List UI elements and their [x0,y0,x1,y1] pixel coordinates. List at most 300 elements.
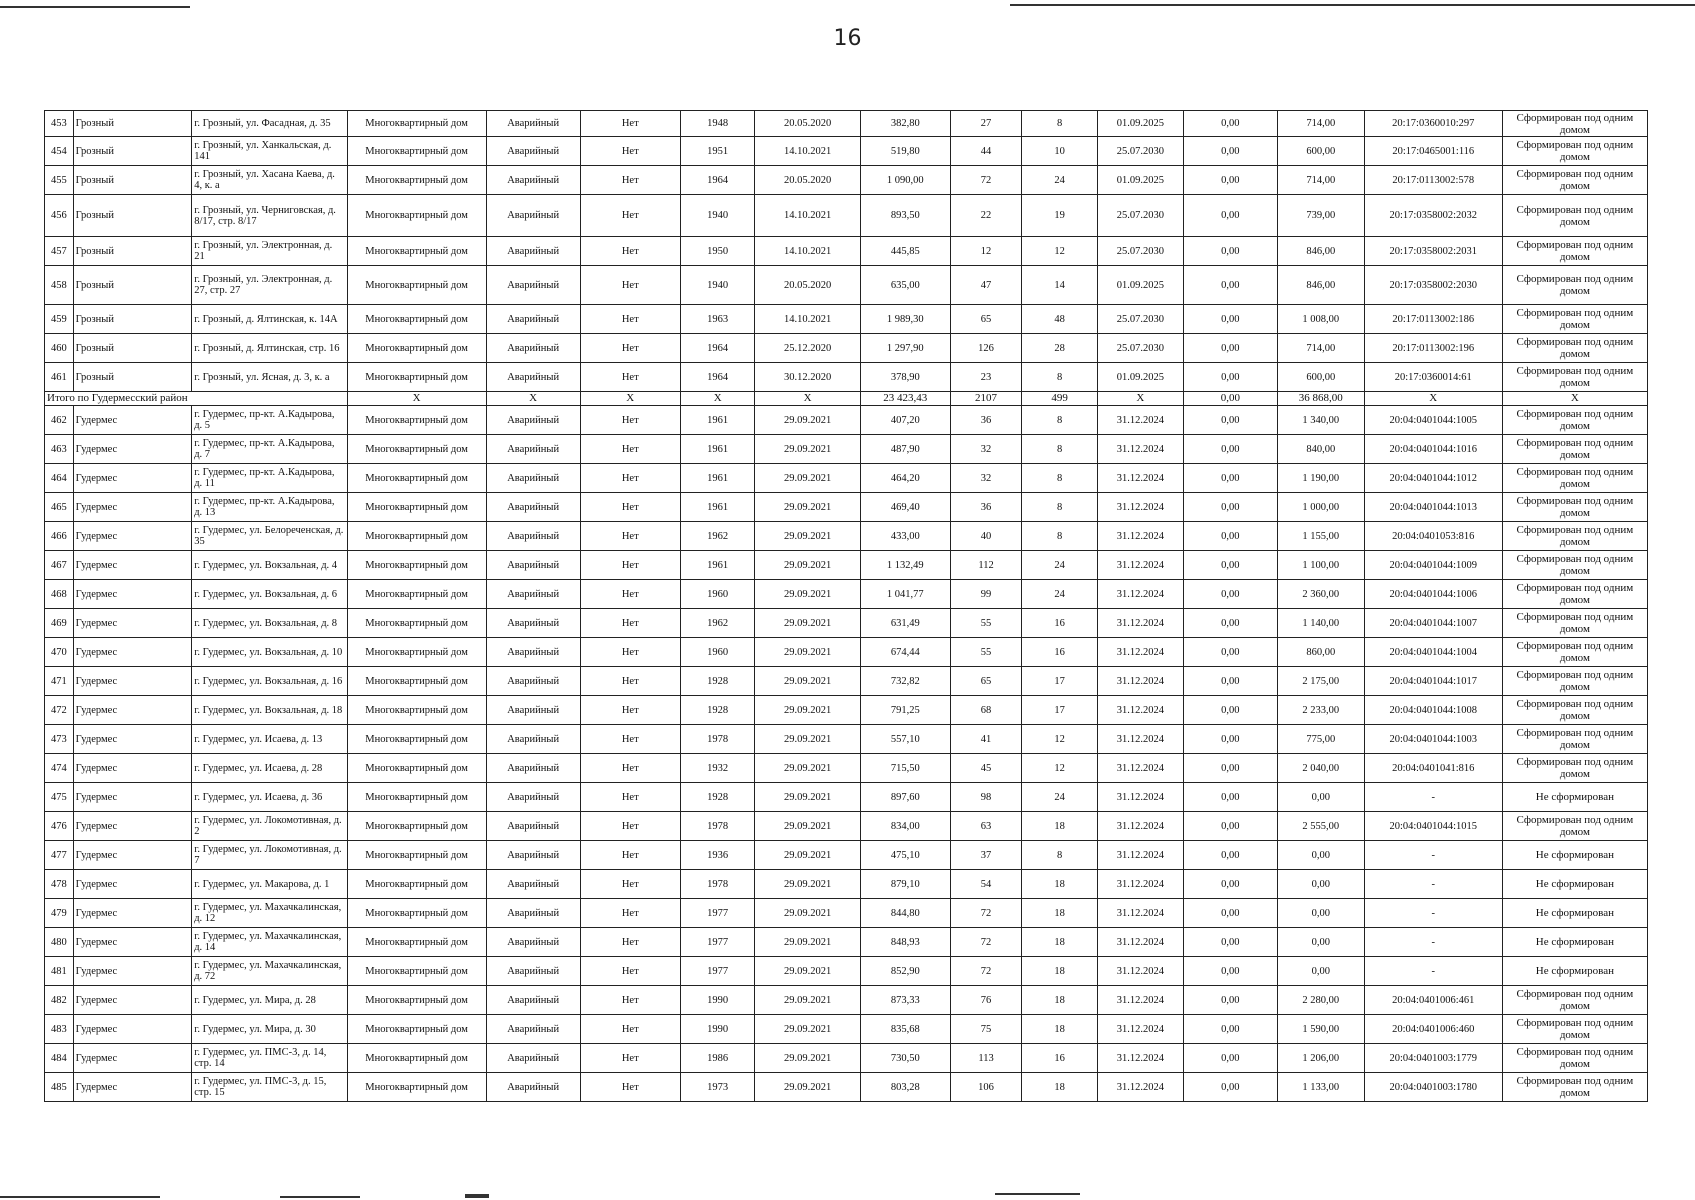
cell-type: Многоквартирный дом [347,870,486,899]
cell-area: 475,10 [860,841,950,870]
cell-units: 8 [1022,464,1098,493]
cell-flag: Нет [580,237,680,266]
cell-flag: Нет [580,435,680,464]
cell-date: 29.09.2021 [755,754,860,783]
cell-state: Сформирован под одним домом [1502,754,1647,783]
cell-people: 126 [950,334,1022,363]
cell-city: Гудермес [73,1044,192,1073]
cell-people: 112 [950,551,1022,580]
table-row [45,237,1648,266]
cell-area: 635,00 [860,266,950,305]
cell-status: Аварийный [486,166,580,195]
cell-zero: 0,00 [1183,986,1277,1015]
cell-area: 1 041,77 [860,580,950,609]
cell-status: Аварийный [486,195,580,237]
cell-zero: 0,00 [1183,754,1277,783]
cell-date: 29.09.2021 [755,957,860,986]
cell-people: 76 [950,986,1022,1015]
cell-year: 1964 [680,334,755,363]
cell-date: 29.09.2021 [755,899,860,928]
cell-num: 473 [45,725,74,754]
cell-status: Аварийный [486,783,580,812]
cell-people: 99 [950,580,1022,609]
cell-units: 8 [1022,435,1098,464]
cell-cadastral: 20:04:0401044:1017 [1364,667,1502,696]
cell-year: 1978 [680,725,755,754]
cell-year: 1990 [680,1015,755,1044]
cell-deadline: 31.12.2024 [1097,609,1183,638]
cell-area: 848,93 [860,928,950,957]
cell-flag: Нет [580,522,680,551]
cell-area: 1 132,49 [860,551,950,580]
cell-year: 1961 [680,464,755,493]
cell-year: 1973 [680,1073,755,1102]
cell-cadastral: - [1364,928,1502,957]
cell-state: Не сформирован [1502,870,1647,899]
cell-city: Гудермес [73,1015,192,1044]
cell-zero: 0,00 [1183,638,1277,667]
cell-people: 47 [950,266,1022,305]
cell-status: Аварийный [486,551,580,580]
cell-date: 14.10.2021 [755,237,860,266]
cell-cadastral: 20:17:0113002:578 [1364,166,1502,195]
cell-area: 631,49 [860,609,950,638]
table-row [45,166,1648,195]
cell-address: г. Гудермес, ул. Махачкалинская, д. 14 [192,928,347,957]
cell-year: 1963 [680,305,755,334]
cell-city: Гудермес [73,986,192,1015]
cell-num: 464 [45,464,74,493]
cell-area: 879,10 [860,870,950,899]
cell-num: 465 [45,493,74,522]
cell-flag: Нет [580,754,680,783]
cell-city: Грозный [73,166,192,195]
cell-area: 1 297,90 [860,334,950,363]
table-row [45,334,1648,363]
cell-city: Грозный [73,334,192,363]
total-date: X [755,392,860,406]
total-state: X [1502,392,1647,406]
cell-deadline: 25.07.2030 [1097,334,1183,363]
cell-units: 8 [1022,522,1098,551]
cell-state: Сформирован под одним домом [1502,1015,1647,1044]
cell-cost: 2 175,00 [1277,667,1364,696]
cell-people: 23 [950,363,1022,392]
cell-people: 55 [950,638,1022,667]
cell-deadline: 31.12.2024 [1097,522,1183,551]
cell-year: 1961 [680,551,755,580]
cell-cost: 1 000,00 [1277,493,1364,522]
cell-address: г. Гудермес, пр-кт. А.Кадырова, д. 11 [192,464,347,493]
cell-deadline: 25.07.2030 [1097,305,1183,334]
cell-flag: Нет [580,696,680,725]
cell-flag: Нет [580,1073,680,1102]
cell-deadline: 31.12.2024 [1097,725,1183,754]
cell-num: 463 [45,435,74,464]
cell-status: Аварийный [486,841,580,870]
cell-area: 803,28 [860,1073,950,1102]
cell-num: 471 [45,667,74,696]
cell-zero: 0,00 [1183,305,1277,334]
cell-type: Многоквартирный дом [347,363,486,392]
district-total-row [45,392,1648,406]
cell-type: Многоквартирный дом [347,957,486,986]
cell-deadline: 31.12.2024 [1097,551,1183,580]
table-row [45,638,1648,667]
cell-cadastral: - [1364,841,1502,870]
cell-cadastral: 20:04:0401044:1003 [1364,725,1502,754]
cell-units: 16 [1022,638,1098,667]
cell-date: 29.09.2021 [755,1073,860,1102]
cell-units: 18 [1022,899,1098,928]
cell-cadastral: 20:04:0401044:1006 [1364,580,1502,609]
cell-type: Многоквартирный дом [347,841,486,870]
table-row [45,725,1648,754]
cell-address: г. Гудермес, ул. Исаева, д. 13 [192,725,347,754]
cell-num: 460 [45,334,74,363]
cell-city: Гудермес [73,406,192,435]
cell-area: 835,68 [860,1015,950,1044]
cell-state: Не сформирован [1502,928,1647,957]
cell-status: Аварийный [486,638,580,667]
cell-area: 852,90 [860,957,950,986]
cell-area: 897,60 [860,783,950,812]
cell-date: 29.09.2021 [755,435,860,464]
cell-state: Сформирован под одним домом [1502,363,1647,392]
cell-state: Сформирован под одним домом [1502,667,1647,696]
cell-area: 730,50 [860,1044,950,1073]
cell-zero: 0,00 [1183,1044,1277,1073]
cell-state: Сформирован под одним домом [1502,580,1647,609]
total-deadline: X [1097,392,1183,406]
cell-state: Не сформирован [1502,957,1647,986]
cell-deadline: 31.12.2024 [1097,696,1183,725]
cell-status: Аварийный [486,334,580,363]
cell-deadline: 31.12.2024 [1097,435,1183,464]
cell-date: 29.09.2021 [755,986,860,1015]
cell-units: 8 [1022,111,1098,137]
cell-people: 72 [950,899,1022,928]
cell-type: Многоквартирный дом [347,435,486,464]
cell-date: 29.09.2021 [755,1015,860,1044]
cell-status: Аварийный [486,493,580,522]
cell-units: 18 [1022,928,1098,957]
top-rule-right [1010,4,1695,6]
cell-date: 29.09.2021 [755,638,860,667]
cell-num: 458 [45,266,74,305]
cell-year: 1950 [680,237,755,266]
cell-address: г. Гудермес, ул. Вокзальная, д. 8 [192,609,347,638]
cell-date: 20.05.2020 [755,166,860,195]
cell-state: Не сформирован [1502,899,1647,928]
cell-num: 472 [45,696,74,725]
cell-people: 65 [950,305,1022,334]
cell-state: Сформирован под одним домом [1502,609,1647,638]
cell-cadastral: 20:17:0113002:196 [1364,334,1502,363]
cell-status: Аварийный [486,870,580,899]
cell-deadline: 31.12.2024 [1097,870,1183,899]
table-row [45,1073,1648,1102]
cell-flag: Нет [580,667,680,696]
cell-cost: 0,00 [1277,870,1364,899]
cell-cost: 840,00 [1277,435,1364,464]
cell-type: Многоквартирный дом [347,783,486,812]
cell-address: г. Гудермес, ул. Локомотивная, д. 2 [192,812,347,841]
cell-status: Аварийный [486,266,580,305]
total-units: 499 [1022,392,1098,406]
cell-address: г. Грозный, ул. Электронная, д. 21 [192,237,347,266]
cell-status: Аварийный [486,957,580,986]
cell-type: Многоквартирный дом [347,305,486,334]
cell-cost: 600,00 [1277,137,1364,166]
cell-flag: Нет [580,899,680,928]
cell-zero: 0,00 [1183,435,1277,464]
cell-zero: 0,00 [1183,1015,1277,1044]
table-row [45,464,1648,493]
cell-city: Гудермес [73,551,192,580]
cell-num: 467 [45,551,74,580]
cell-city: Гудермес [73,928,192,957]
cell-cost: 714,00 [1277,166,1364,195]
cell-cost: 775,00 [1277,725,1364,754]
cell-zero: 0,00 [1183,551,1277,580]
table-row [45,957,1648,986]
cell-status: Аварийный [486,111,580,137]
cell-cost: 0,00 [1277,899,1364,928]
cell-year: 1960 [680,638,755,667]
cell-people: 55 [950,609,1022,638]
cell-city: Грозный [73,363,192,392]
cell-flag: Нет [580,928,680,957]
cell-city: Гудермес [73,638,192,667]
cell-num: 469 [45,609,74,638]
cell-cadastral: 20:04:0401003:1780 [1364,1073,1502,1102]
cell-year: 1928 [680,696,755,725]
cell-flag: Нет [580,195,680,237]
table-row [45,195,1648,237]
cell-area: 433,00 [860,522,950,551]
cell-units: 24 [1022,551,1098,580]
cell-year: 1964 [680,363,755,392]
cell-type: Многоквартирный дом [347,754,486,783]
cell-year: 1986 [680,1044,755,1073]
cell-flag: Нет [580,638,680,667]
table-row [45,812,1648,841]
cell-cost: 0,00 [1277,957,1364,986]
cell-zero: 0,00 [1183,841,1277,870]
cell-type: Многоквартирный дом [347,1044,486,1073]
cell-type: Многоквартирный дом [347,493,486,522]
cell-area: 464,20 [860,464,950,493]
cell-zero: 0,00 [1183,870,1277,899]
cell-year: 1932 [680,754,755,783]
cell-area: 469,40 [860,493,950,522]
cell-num: 468 [45,580,74,609]
cell-people: 22 [950,195,1022,237]
cell-people: 27 [950,111,1022,137]
cell-cost: 2 555,00 [1277,812,1364,841]
cell-cadastral: 20:04:0401003:1779 [1364,1044,1502,1073]
cell-flag: Нет [580,493,680,522]
cell-units: 18 [1022,870,1098,899]
cell-units: 16 [1022,1044,1098,1073]
total-status: X [486,392,580,406]
cell-city: Гудермес [73,870,192,899]
cell-status: Аварийный [486,435,580,464]
cell-deadline: 01.09.2025 [1097,111,1183,137]
cell-area: 834,00 [860,812,950,841]
cell-status: Аварийный [486,609,580,638]
cell-status: Аварийный [486,754,580,783]
cell-zero: 0,00 [1183,899,1277,928]
cell-date: 29.09.2021 [755,870,860,899]
cell-date: 20.05.2020 [755,111,860,137]
cell-cadastral: 20:17:0360010:297 [1364,111,1502,137]
table-row [45,870,1648,899]
cell-year: 1962 [680,609,755,638]
cell-year: 1961 [680,435,755,464]
cell-deadline: 25.07.2030 [1097,237,1183,266]
cell-state: Сформирован под одним домом [1502,696,1647,725]
cell-cadastral: - [1364,783,1502,812]
cell-units: 24 [1022,580,1098,609]
cell-people: 75 [950,1015,1022,1044]
cell-address: г. Гудермес, ул. Исаева, д. 28 [192,754,347,783]
cell-units: 16 [1022,609,1098,638]
cell-zero: 0,00 [1183,725,1277,754]
cell-cost: 860,00 [1277,638,1364,667]
cell-flag: Нет [580,870,680,899]
cell-flag: Нет [580,1015,680,1044]
table-row [45,609,1648,638]
cell-type: Многоквартирный дом [347,1073,486,1102]
cell-people: 12 [950,237,1022,266]
cell-state: Сформирован под одним домом [1502,334,1647,363]
cell-type: Многоквартирный дом [347,696,486,725]
cell-city: Грозный [73,195,192,237]
cell-cost: 846,00 [1277,237,1364,266]
cell-status: Аварийный [486,406,580,435]
cell-deadline: 01.09.2025 [1097,363,1183,392]
cell-flag: Нет [580,266,680,305]
cell-address: г. Гудермес, ул. Вокзальная, д. 16 [192,667,347,696]
cell-units: 12 [1022,237,1098,266]
cell-people: 37 [950,841,1022,870]
cell-city: Гудермес [73,580,192,609]
cell-type: Многоквартирный дом [347,334,486,363]
cell-num: 478 [45,870,74,899]
cell-year: 1960 [680,580,755,609]
cell-address: г. Гудермес, ул. Вокзальная, д. 6 [192,580,347,609]
cell-status: Аварийный [486,812,580,841]
cell-people: 32 [950,435,1022,464]
table-row [45,111,1648,137]
cell-type: Многоквартирный дом [347,986,486,1015]
bottom-rule-3 [465,1194,489,1198]
table-row [45,1015,1648,1044]
table-row [45,580,1648,609]
cell-flag: Нет [580,725,680,754]
cell-status: Аварийный [486,1073,580,1102]
cell-city: Гудермес [73,464,192,493]
cell-status: Аварийный [486,363,580,392]
cell-state: Сформирован под одним домом [1502,237,1647,266]
cell-type: Многоквартирный дом [347,580,486,609]
total-type: X [347,392,486,406]
table-row [45,551,1648,580]
cell-flag: Нет [580,609,680,638]
cell-status: Аварийный [486,725,580,754]
cell-area: 445,85 [860,237,950,266]
table-row [45,667,1648,696]
cell-cadastral: 20:17:0358002:2032 [1364,195,1502,237]
cell-people: 72 [950,957,1022,986]
cell-address: г. Гудермес, ул. Локомотивная, д. 7 [192,841,347,870]
cell-deadline: 31.12.2024 [1097,841,1183,870]
cell-num: 477 [45,841,74,870]
cell-city: Грозный [73,305,192,334]
cell-type: Многоквартирный дом [347,609,486,638]
cell-year: 1961 [680,406,755,435]
cell-area: 382,80 [860,111,950,137]
cell-deadline: 01.09.2025 [1097,266,1183,305]
cell-date: 29.09.2021 [755,522,860,551]
cell-address: г. Грозный, ул. Электронная, д. 27, стр. 27 [192,266,347,305]
cell-num: 479 [45,899,74,928]
cell-address: г. Грозный, ул. Хасана Каева, д. 4, к. а [192,166,347,195]
cell-cadastral: 20:17:0360014:61 [1364,363,1502,392]
cell-num: 476 [45,812,74,841]
cell-address: г. Гудермес, ул. Мира, д. 28 [192,986,347,1015]
cell-address: г. Гудермес, пр-кт. А.Кадырова, д. 13 [192,493,347,522]
bottom-rule-1 [0,1196,160,1198]
cell-units: 14 [1022,266,1098,305]
cell-people: 98 [950,783,1022,812]
cell-area: 893,50 [860,195,950,237]
cell-state: Сформирован под одним домом [1502,551,1647,580]
cell-zero: 0,00 [1183,166,1277,195]
total-cost: 36 868,00 [1277,392,1364,406]
cell-deadline: 31.12.2024 [1097,406,1183,435]
cell-cadastral: 20:04:0401044:1016 [1364,435,1502,464]
cell-status: Аварийный [486,137,580,166]
cell-address: г. Гудермес, ул. Вокзальная, д. 4 [192,551,347,580]
cell-flag: Нет [580,841,680,870]
cell-deadline: 31.12.2024 [1097,812,1183,841]
table-row [45,493,1648,522]
cell-area: 378,90 [860,363,950,392]
cell-city: Гудермес [73,899,192,928]
cell-cadastral: - [1364,957,1502,986]
cell-people: 32 [950,464,1022,493]
cell-type: Многоквартирный дом [347,667,486,696]
cell-people: 68 [950,696,1022,725]
cell-num: 455 [45,166,74,195]
cell-address: г. Гудермес, ул. Вокзальная, д. 10 [192,638,347,667]
cell-units: 18 [1022,986,1098,1015]
cell-address: г. Грозный, д. Ялтинская, к. 14А [192,305,347,334]
cell-type: Многоквартирный дом [347,812,486,841]
cell-status: Аварийный [486,580,580,609]
cell-city: Грозный [73,237,192,266]
cell-city: Гудермес [73,696,192,725]
cell-people: 54 [950,870,1022,899]
cell-status: Аварийный [486,305,580,334]
cell-status: Аварийный [486,928,580,957]
cell-city: Гудермес [73,754,192,783]
table-row [45,783,1648,812]
cell-type: Многоквартирный дом [347,266,486,305]
